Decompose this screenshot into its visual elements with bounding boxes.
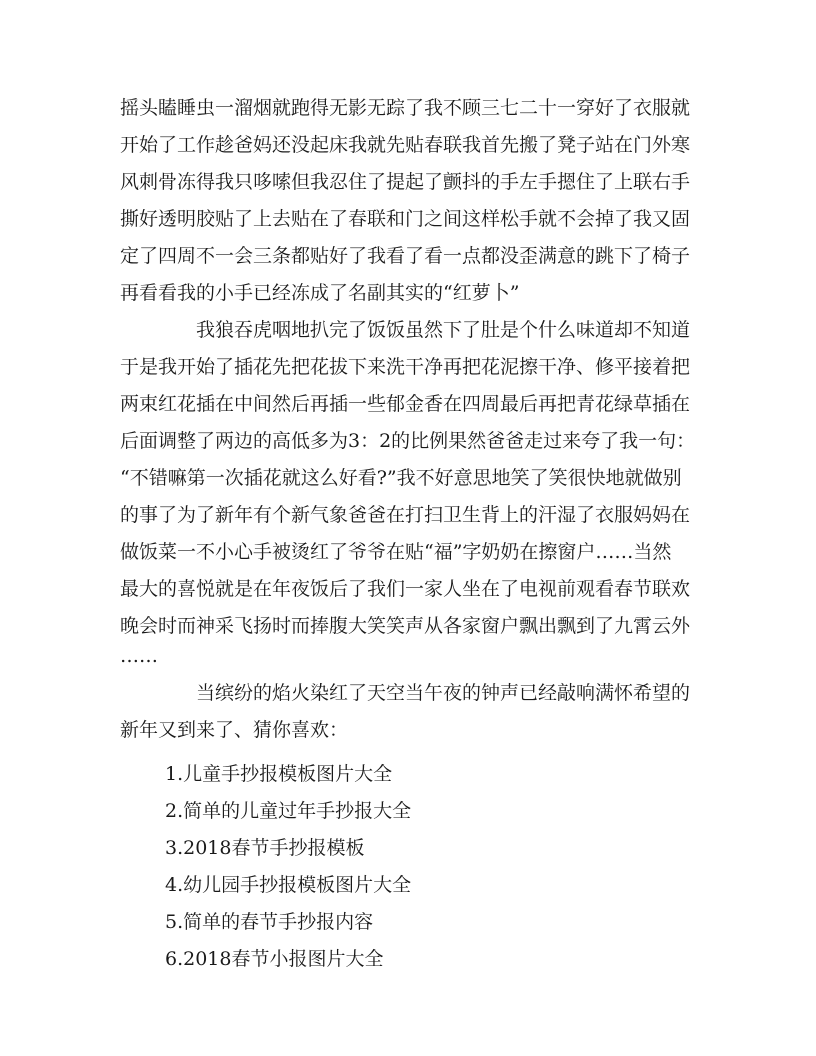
paragraph-1-line-1: 摇头瞌睡虫一溜烟就跑得无影无踪了我不顾三七二十一穿好了衣服就	[120, 97, 691, 119]
paragraph-1-line-2: 开始了工作趁爸妈还没起床我就先贴春联我首先搬了凳子站在门外寒	[120, 134, 691, 156]
paragraph-2-line-1: 我狼吞虎咽地扒完了饭饭虽然下了肚是个什么味道却不知道	[120, 319, 691, 341]
paragraph-3-line-1: 当缤纷的焰火染红了天空当午夜的钟声已经敲响满怀希望的	[120, 682, 691, 704]
paragraph-2-line-4: 后面调整了两边的高低多为3：2的比例果然爸爸走过来夸了我一句：	[120, 430, 696, 452]
paragraph-2-line-3: 两束红花插在中间然后再插一些郁金香在四周最后再把青花绿草插在	[120, 393, 691, 415]
recommendation-item-2[interactable]: 2.简单的儿童过年手抄报大全	[165, 800, 412, 822]
paragraph-1-line-3: 风刺骨冻得我只哆嗦但我忍住了提起了颤抖的手左手摁住了上联右手	[120, 171, 691, 193]
paragraph-2-line-6: 的事了为了新年有个新气象爸爸在打扫卫生背上的汗湿了衣服妈妈在	[120, 504, 691, 526]
paragraph-2-line-5: “不错嘛第一次插花就这么好看?”我不好意思地笑了笑很快地就做别	[120, 467, 682, 489]
paragraph-2-line-10: ……	[120, 645, 158, 667]
recommendation-item-1[interactable]: 1.儿童手抄报模板图片大全	[165, 763, 393, 785]
recommendation-item-4[interactable]: 4.幼儿园手抄报模板图片大全	[165, 874, 412, 896]
paragraph-1-line-4: 撕好透明胶贴了上去贴在了春联和门之间这样松手就不会掉了我又固	[120, 208, 691, 230]
recommendation-item-5[interactable]: 5.简单的春节手抄报内容	[165, 911, 374, 933]
paragraph-2-line-8: 最大的喜悦就是在年夜饭后了我们一家人坐在了电视前观看春节联欢	[120, 578, 691, 600]
paragraph-3-line-2: 新年又到来了、猜你喜欢：	[120, 719, 349, 741]
paragraph-2-line-9: 晚会时而神采飞扬时而捧腹大笑笑声从各家窗户飘出飘到了九霄云外	[120, 615, 691, 637]
paragraph-1-line-6: 再看看我的小手已经冻成了名副其实的“红萝卜”	[120, 282, 520, 304]
recommendation-item-3[interactable]: 3.2018春节手抄报模板	[165, 837, 365, 859]
paragraph-2-line-2: 于是我开始了插花先把花拔下来洗干净再把花泥擦干净、修平接着把	[120, 356, 691, 378]
paragraph-2-line-7: 做饭菜一不小心手被烫红了爷爷在贴“福”字奶奶在擦窗户……当然	[120, 541, 672, 563]
paragraph-1-line-5: 定了四周不一会三条都贴好了我看了看一点都没歪满意的跳下了椅子	[120, 245, 691, 267]
recommendation-item-6[interactable]: 6.2018春节小报图片大全	[165, 948, 384, 970]
